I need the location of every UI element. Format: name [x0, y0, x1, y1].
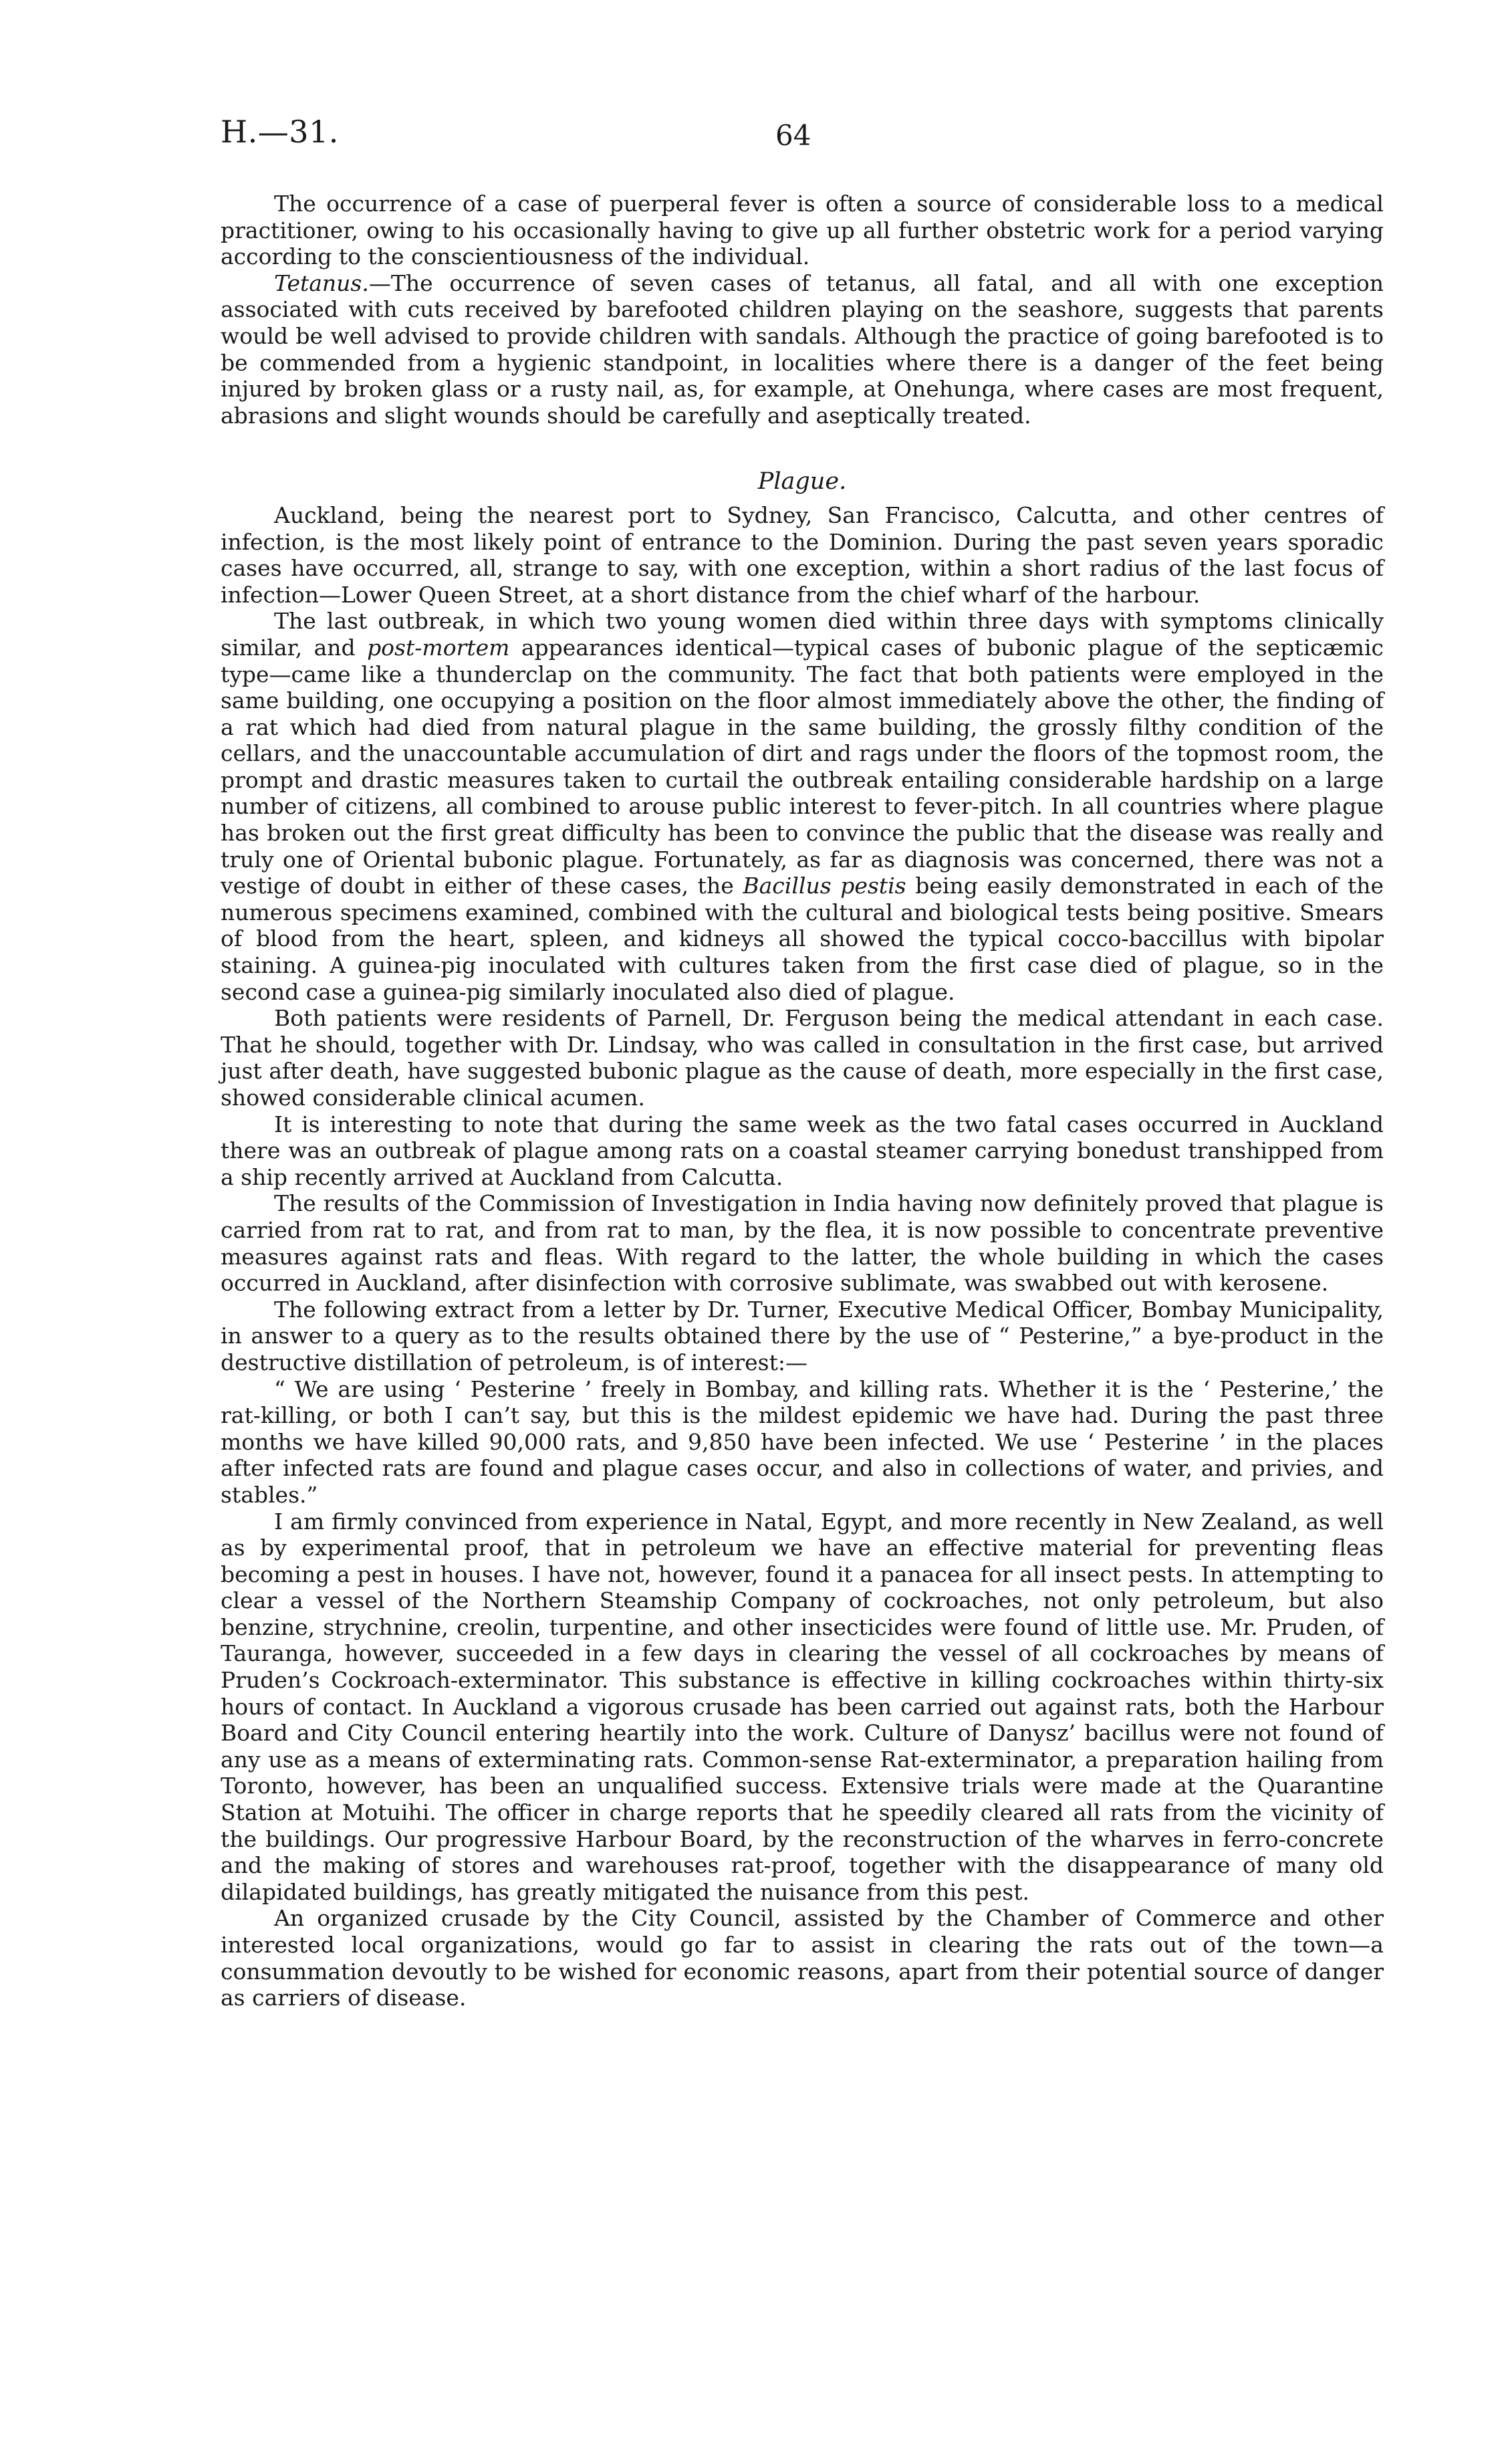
document-code: H.—31. [221, 114, 339, 150]
plague-paragraph-5: The results of the Commission of Investigation in India having now definitely proved that plague is carried from rat to rat, and from rat to man, by the flea, it is now possible to concentrate preventive measures against rats and fleas. With regard to the latter, the whole building in which the cases occurred in Auckland, after disinfection with corrosive sublimate, was swabbed out with kerosene. [221, 1190, 1384, 1297]
bacillus-pestis-term: Bacillus pestis [743, 873, 906, 899]
plague-paragraph-1: Auckland, being the nearest port to Sydney, San Francisco, Calcutta, and other centres of infection, is the most likely point of entrance to the Dominion. During the past seven years sporadic cases have occurred, all, strange to say, with one exception, within a short radius of the last focus of infection—Lower Queen Street, at a short distance from the chief wharf of the harbour. [221, 501, 1384, 608]
plague-paragraph-2 [221, 608, 1384, 1005]
plague-paragraph-8: An organized crusade by the City Council, assisted by the Chamber of Commerce and other interested local organizations, would go far to assist in clearing the rats out of the town—a consummation devoutly to be wished for economic reasons, apart from their potential source of danger as carriers of disease. [221, 1905, 1384, 2011]
plague-heading: Plague. [757, 468, 847, 495]
puerperal-fever-paragraph: The occurrence of a case of puerperal fever is often a source of considerable loss to a medical practitioner, owing to his occasionally having to give up all further obstetric work for a period varying according to the conscientiousness of the individual. [221, 191, 1384, 270]
plague-paragraph-7: I am firmly convinced from experience in Natal, Egypt, and more recently in New Zealand, as well as by experimental proof, that in petroleum we have an effective material for preventing fleas becoming a pest in houses. I have not, however, found it a panacea for all insect pests. In attempting to clear a vessel of the Northern Steamship Company of cockroaches, not only petroleum, but also benzine, strychnine, creolin, turpentine, and other insecticides were found of little use. Mr. Pruden, of Tauranga, however, succeeded in a few days in clearing the vessel of all cockroaches by means of Pruden’s Cockroach-exterminator. This substance is effective in killing cockroaches within thirty-six hours of contact. In Auckland a vigorous crusade has been carried out against rats, both the Harbour Board and City Council entering heartily into the work. Culture of Danysz’ bacillus were not found of any use as a means of exterminating rats. Common-sense Rat-exterminator, a preparation hailing from Toronto, however, has been an unqualified success. Extensive trials were made at the Quarantine Station at Motuihi. The officer in charge reports that he speedily cleared all rats from the vicinity of the buildings. Our progressive Harbour Board, by the reconstruction of the wharves in ferro-concrete and the making of stores and warehouses rat-proof, together with the disappearance of many old dilapidated buildings, has greatly mitigated the nuisance from this pest. [221, 1508, 1384, 1905]
page-header [221, 114, 1384, 167]
plague-paragraph-6: The following extract from a letter by Dr. Turner, Executive Medical Officer, Bombay Municipality, in answer to a query as to the results obtained there by the use of “ Pesterine,” a bye-product in the destructive distillation of petroleum, is of interest:— [221, 1296, 1384, 1375]
quote-text: “ We are using ‘ Pesterine ’ freely in Bombay, and killing rats. Whether it is the ‘ Pesterine,’ the rat-killing, or both I can’t say, but this is the mildest epidemic we have had. During the past three months we have killed 90,000 rats, and 9,850 have been infected. We use ‘ Pesterine ’ in the places after infected rats are found and plague cases occur, and also in collections of water, and privies, and stables.” [221, 1375, 1384, 1508]
plague-p2-part-b: appearances identical—typical cases of bubonic plague of the septicæmic type—came like a thunderclap on the community. The fact that both patients were employed in the same building, one occupying a position on the floor almost immediately above the other, the finding of a rat which had died from natural plague in the same building, the grossly filthy condition of the cellars, and the unaccountable accumulation of dirt and rags under the floors of the topmost room, the prompt and drastic measures taken to curtail the outbreak entailing considerable hardship on a large number of citizens, all combined to arouse public interest to fever-pitch. In all countries where plague has broken out the first great difficulty has been to convince the public that the disease was really and truly one of Oriental bubonic plague. Fortunately, as far as diagnosis was concerned, there was not a vestige of doubt in either of these cases, the [221, 634, 1384, 899]
pesterine-quote [221, 1376, 1384, 1508]
tetanus-label: Tetanus. [274, 269, 369, 296]
post-mortem-term: post-mortem [367, 634, 510, 661]
plague-paragraph-3: Both patients were residents of Parnell, Dr. Ferguson being the medical attendant in each case. That he should, together with Dr. Lindsay, who was called in consultation in the first case, but arrived just after death, have suggested bubonic plague as the cause of death, more especially in the first case, showed considerable clinical acumen. [221, 1005, 1384, 1111]
tetanus-text: —The occurrence of seven cases of tetanus, all fatal, and all with one exception associated with cuts received by barefooted children playing on the seashore, suggests that parents would be well advised to provide children with sandals. Although the practice of going barefooted is to be commended from a hygienic standpoint, in localities where there is a danger of the feet being injured by broken glass or a rusty nail, as, for example, at Onehunga, where cases are most frequent, abrasions and slight wounds should be carefully and aseptically treated. [221, 269, 1384, 429]
plague-p2-part-a: The last outbreak, in which two young women died within three days with symptoms clinically similar, and [221, 608, 1384, 661]
tetanus-paragraph [221, 270, 1384, 429]
plague-paragraph-4: It is interesting to note that during the same week as the two fatal cases occurred in Auckland there was an outbreak of plague among rats on a coastal steamer carrying bonedust transhipped from a ship recently arrived at Auckland from Calcutta. [221, 1111, 1384, 1190]
plague-p2-part-c: being easily demonstrated in each of the numerous specimens examined, combined with the cultural and biological tests being positive. Smears of blood from the heart, spleen, and kidneys all showed the typical cocco-baccillus with bipolar staining. A guinea-pig inoculated with cultures taken from the first case died of plague, so in the second case a guinea-pig similarly inoculated also died of plague. [221, 873, 1384, 1005]
page-body [221, 191, 1384, 2011]
page-number: 64 [775, 119, 811, 152]
